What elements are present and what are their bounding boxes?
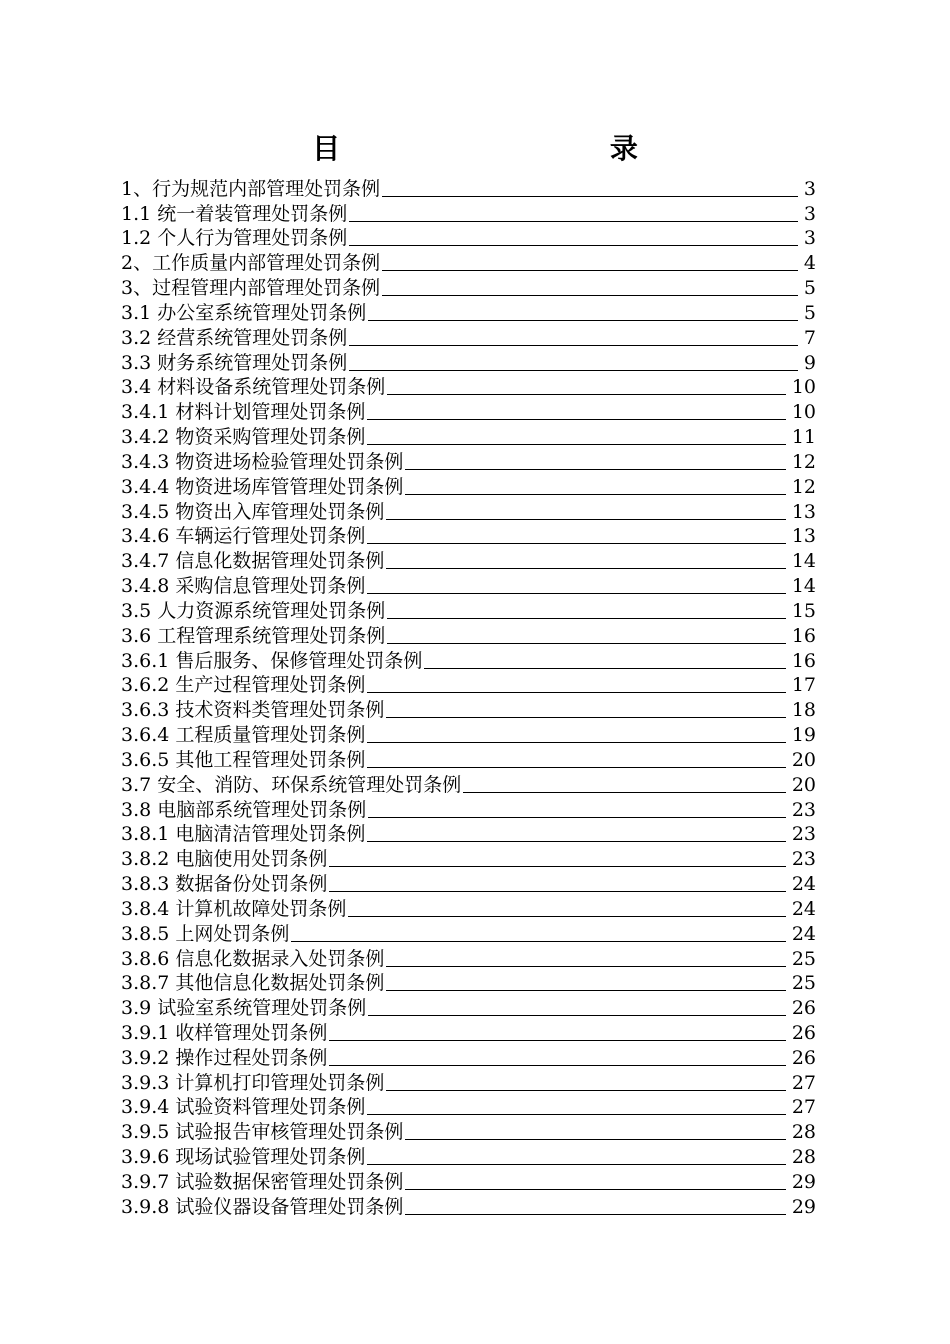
toc-entry-page-number: 29 <box>791 1195 816 1218</box>
toc-entry-page-number: 24 <box>791 897 816 920</box>
toc-entry[interactable] <box>121 870 816 895</box>
toc-leader-line <box>463 792 786 793</box>
toc-entry-page-number: 26 <box>791 997 816 1020</box>
toc-entry-page-number: 10 <box>791 401 816 424</box>
toc-entry[interactable] <box>121 274 816 299</box>
toc-entry[interactable] <box>121 175 816 200</box>
toc-entry-page-number: 11 <box>791 426 816 449</box>
toc-entry[interactable] <box>121 895 816 920</box>
toc-leader-line <box>348 916 785 917</box>
toc-entry[interactable] <box>121 572 816 597</box>
toc-entry[interactable] <box>121 821 816 846</box>
toc-entry-page-number: 15 <box>791 599 816 622</box>
toc-entry-page-number: 13 <box>791 500 816 523</box>
table-of-contents <box>121 175 816 1218</box>
toc-entry-label: 3.9.3 计算机打印管理处罚条例 <box>121 1071 385 1094</box>
toc-leader-line <box>349 221 798 222</box>
toc-entry-label: 3.5 人力资源系统管理处罚条例 <box>121 599 386 622</box>
toc-entry-label: 3.1 办公室系统管理处罚条例 <box>121 301 367 324</box>
toc-entry-page-number: 16 <box>791 624 816 647</box>
toc-entry-label: 3.4.6 车辆运行管理处罚条例 <box>121 525 366 548</box>
toc-leader-line <box>405 494 785 495</box>
toc-entry[interactable] <box>121 498 816 523</box>
toc-entry[interactable] <box>121 423 816 448</box>
toc-entry-label: 3.6.3 技术资料类管理处罚条例 <box>121 699 385 722</box>
toc-entry-label: 3.6 工程管理系统管理处罚条例 <box>121 624 386 647</box>
toc-entry-label: 3.4 材料设备系统管理处罚条例 <box>121 376 386 399</box>
toc-entry-label: 3.6.2 生产过程管理处罚条例 <box>121 674 366 697</box>
toc-entry[interactable] <box>121 647 816 672</box>
toc-entry-label: 3.9.4 试验资料管理处罚条例 <box>121 1096 366 1119</box>
toc-entry[interactable] <box>121 845 816 870</box>
toc-leader-line <box>367 444 785 445</box>
toc-leader-line <box>367 767 785 768</box>
toc-entry-label: 3.9.1 收样管理处罚条例 <box>121 1021 328 1044</box>
toc-entry-label: 3.9.8 试验仪器设备管理处罚条例 <box>121 1195 404 1218</box>
toc-entry-label: 3.4.2 物资采购管理处罚条例 <box>121 426 366 449</box>
toc-entry-label: 3.8.1 电脑清洁管理处罚条例 <box>121 823 366 846</box>
toc-entry[interactable] <box>121 448 816 473</box>
toc-leader-line <box>349 245 798 246</box>
toc-entry-page-number: 23 <box>791 823 816 846</box>
toc-title: 目 录 <box>312 132 768 165</box>
toc-entry[interactable] <box>121 1143 816 1168</box>
toc-entry[interactable] <box>121 225 816 250</box>
toc-entry[interactable] <box>121 473 816 498</box>
toc-entry[interactable] <box>121 796 816 821</box>
toc-leader-line <box>386 717 785 718</box>
toc-entry[interactable] <box>121 1094 816 1119</box>
toc-entry-page-number: 28 <box>791 1146 816 1169</box>
toc-leader-line <box>329 1065 785 1066</box>
toc-entry-label: 3.3 财务系统管理处罚条例 <box>121 351 348 374</box>
toc-entry[interactable] <box>121 1193 816 1218</box>
toc-entry-page-number: 25 <box>791 947 816 970</box>
toc-entry-page-number: 23 <box>791 798 816 821</box>
toc-entry-label: 3.8.2 电脑使用处罚条例 <box>121 848 328 871</box>
toc-entry-page-number: 27 <box>791 1096 816 1119</box>
toc-entry-label: 3.4.4 物资进场库管管理处罚条例 <box>121 475 404 498</box>
toc-entry-label: 1.2 个人行为管理处罚条例 <box>121 227 348 250</box>
toc-entry-label: 3.7 安全、消防、环保系统管理处罚条例 <box>121 773 462 796</box>
toc-entry-page-number: 3 <box>803 202 816 225</box>
toc-leader-line <box>405 1214 785 1215</box>
toc-entry-label: 1、行为规范内部管理处罚条例 <box>121 177 381 200</box>
toc-entry[interactable] <box>121 1019 816 1044</box>
toc-entry-label: 3.4.5 物资出入库管理处罚条例 <box>121 500 385 523</box>
toc-entry-page-number: 9 <box>803 351 816 374</box>
toc-entry-label: 3、过程管理内部管理处罚条例 <box>121 277 381 300</box>
toc-leader-line <box>386 966 785 967</box>
toc-entry-page-number: 4 <box>803 252 816 275</box>
toc-entry-page-number: 28 <box>791 1121 816 1144</box>
toc-entry-page-number: 5 <box>803 277 816 300</box>
toc-entry[interactable] <box>121 622 816 647</box>
toc-entry-page-number: 16 <box>791 649 816 672</box>
toc-entry[interactable] <box>121 349 816 374</box>
toc-entry-page-number: 25 <box>791 972 816 995</box>
toc-entry[interactable] <box>121 523 816 548</box>
toc-leader-line <box>367 1114 785 1115</box>
toc-entry-label: 3.4.8 采购信息管理处罚条例 <box>121 575 366 598</box>
toc-leader-line <box>367 543 785 544</box>
toc-entry[interactable] <box>121 200 816 225</box>
toc-entry[interactable] <box>121 547 816 572</box>
toc-leader-line <box>382 295 798 296</box>
toc-leader-line <box>382 270 798 271</box>
toc-leader-line <box>387 394 786 395</box>
toc-entry[interactable] <box>121 1044 816 1069</box>
toc-entry-page-number: 29 <box>791 1170 816 1193</box>
toc-leader-line <box>329 891 785 892</box>
toc-leader-line <box>367 419 785 420</box>
toc-entry[interactable] <box>121 398 816 423</box>
toc-entry-label: 3.9 试验室系统管理处罚条例 <box>121 997 367 1020</box>
toc-entry-label: 3.4.7 信息化数据管理处罚条例 <box>121 550 385 573</box>
toc-entry[interactable] <box>121 721 816 746</box>
toc-entry-page-number: 23 <box>791 848 816 871</box>
toc-leader-line <box>368 320 798 321</box>
toc-entry[interactable] <box>121 945 816 970</box>
toc-entry-page-number: 7 <box>803 326 816 349</box>
toc-entry-label: 3.8.3 数据备份处罚条例 <box>121 873 328 896</box>
toc-entry-page-number: 10 <box>791 376 816 399</box>
toc-leader-line <box>349 345 798 346</box>
toc-entry-page-number: 24 <box>791 873 816 896</box>
toc-entry[interactable] <box>121 374 816 399</box>
toc-entry[interactable] <box>121 324 816 349</box>
toc-leader-line <box>382 196 798 197</box>
toc-entry-label: 3.8.7 其他信息化数据处罚条例 <box>121 972 385 995</box>
toc-entry-label: 3.9.5 试验报告审核管理处罚条例 <box>121 1121 404 1144</box>
toc-entry[interactable] <box>121 696 816 721</box>
toc-entry[interactable] <box>121 994 816 1019</box>
toc-entry[interactable] <box>121 746 816 771</box>
toc-entry-page-number: 26 <box>791 1021 816 1044</box>
toc-entry-page-number: 20 <box>791 748 816 771</box>
toc-entry-label: 3.8 电脑部系统管理处罚条例 <box>121 798 367 821</box>
toc-entry-page-number: 3 <box>803 227 816 250</box>
toc-leader-line <box>368 817 786 818</box>
toc-leader-line <box>386 990 785 991</box>
toc-entry-page-number: 14 <box>791 550 816 573</box>
toc-entry[interactable] <box>121 672 816 697</box>
toc-leader-line <box>349 370 798 371</box>
toc-entry[interactable] <box>121 1118 816 1143</box>
toc-entry-label: 3.8.6 信息化数据录入处罚条例 <box>121 947 385 970</box>
toc-entry[interactable] <box>121 597 816 622</box>
toc-entry-label: 3.2 经营系统管理处罚条例 <box>121 326 348 349</box>
toc-entry-label: 3.6.4 工程质量管理处罚条例 <box>121 724 366 747</box>
toc-entry[interactable] <box>121 249 816 274</box>
toc-entry-label: 3.9.2 操作过程处罚条例 <box>121 1046 328 1069</box>
toc-leader-line <box>367 692 785 693</box>
toc-leader-line <box>367 742 785 743</box>
toc-entry-label: 1.1 统一着装管理处罚条例 <box>121 202 348 225</box>
toc-leader-line <box>367 841 785 842</box>
toc-entry[interactable] <box>121 1168 816 1193</box>
toc-entry-page-number: 19 <box>791 724 816 747</box>
toc-entry-label: 3.4.3 物资进场检验管理处罚条例 <box>121 450 404 473</box>
toc-entry-page-number: 12 <box>791 450 816 473</box>
toc-entry-page-number: 14 <box>791 575 816 598</box>
toc-entry-label: 2、工作质量内部管理处罚条例 <box>121 252 381 275</box>
toc-entry-page-number: 17 <box>791 674 816 697</box>
toc-leader-line <box>386 1090 785 1091</box>
toc-leader-line <box>367 1164 785 1165</box>
toc-entry[interactable] <box>121 920 816 945</box>
toc-leader-line <box>386 519 785 520</box>
toc-entry-label: 3.6.1 售后服务、保修管理处罚条例 <box>121 649 423 672</box>
toc-entry-page-number: 5 <box>803 301 816 324</box>
toc-leader-line <box>386 568 785 569</box>
toc-leader-line <box>424 668 785 669</box>
toc-leader-line <box>368 1015 786 1016</box>
toc-leader-line <box>405 1139 785 1140</box>
toc-leader-line <box>405 1189 785 1190</box>
toc-leader-line <box>405 469 785 470</box>
toc-entry-label: 3.8.5 上网处罚条例 <box>121 922 290 945</box>
toc-entry-label: 3.8.4 计算机故障处罚条例 <box>121 897 347 920</box>
toc-entry-page-number: 20 <box>791 773 816 796</box>
toc-entry-page-number: 24 <box>791 922 816 945</box>
toc-leader-line <box>387 643 786 644</box>
toc-leader-line <box>387 618 786 619</box>
toc-entry-label: 3.9.6 现场试验管理处罚条例 <box>121 1146 366 1169</box>
toc-entry-page-number: 27 <box>791 1071 816 1094</box>
toc-entry-label: 3.6.5 其他工程管理处罚条例 <box>121 748 366 771</box>
toc-entry-label: 3.9.7 试验数据保密管理处罚条例 <box>121 1170 404 1193</box>
toc-leader-line <box>367 593 785 594</box>
toc-entry[interactable] <box>121 970 816 995</box>
toc-leader-line <box>329 866 785 867</box>
toc-entry-page-number: 18 <box>791 699 816 722</box>
toc-entry-page-number: 3 <box>803 177 816 200</box>
toc-entry-page-number: 12 <box>791 475 816 498</box>
toc-entry[interactable] <box>121 1069 816 1094</box>
toc-entry-page-number: 26 <box>791 1046 816 1069</box>
toc-entry[interactable] <box>121 771 816 796</box>
toc-entry[interactable] <box>121 299 816 324</box>
toc-entry-label: 3.4.1 材料计划管理处罚条例 <box>121 401 366 424</box>
toc-leader-line <box>329 1040 785 1041</box>
toc-entry-page-number: 13 <box>791 525 816 548</box>
toc-leader-line <box>291 941 785 942</box>
